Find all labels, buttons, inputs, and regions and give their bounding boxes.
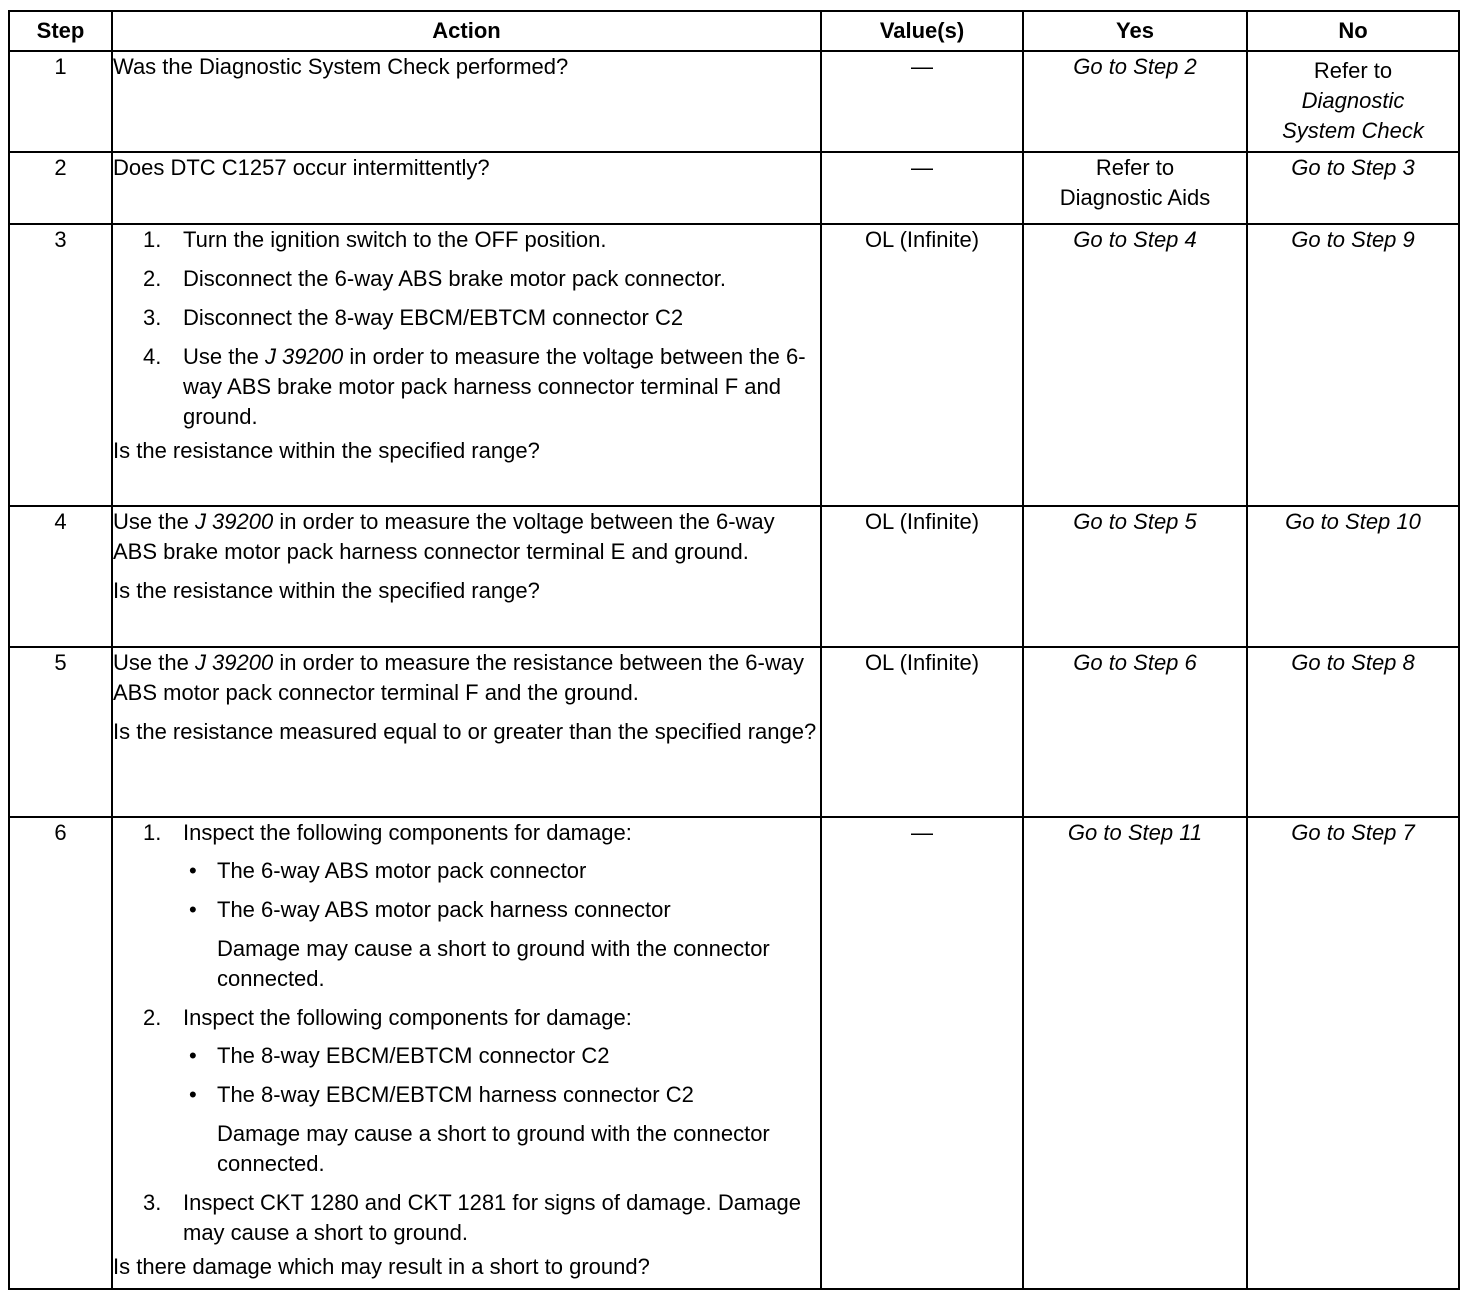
- no-cell: [1247, 817, 1459, 1289]
- no-link[interactable]: Diagnostic: [1301, 88, 1405, 113]
- action-question: Is the resistance within the specified range?: [113, 438, 540, 463]
- action-cell: [112, 152, 821, 224]
- action-text-post: in order to measure the resistance between the 6-way ABS motor pack connector terminal F and the ground.: [113, 650, 804, 705]
- item-text: Use the: [183, 344, 265, 369]
- item-text: Disconnect the 6-way ABS brake motor pack connector.: [183, 266, 726, 291]
- item-number: 3.: [143, 1190, 162, 1215]
- action-cell: [112, 817, 821, 1289]
- step-number: 4: [9, 506, 112, 647]
- item-number: 1.: [143, 820, 162, 845]
- step-number: 3: [9, 224, 112, 506]
- instruction-item: [113, 303, 820, 333]
- yes-cell: [1023, 51, 1247, 152]
- header-action: Action: [112, 11, 821, 51]
- step-number: 2: [9, 152, 112, 224]
- no-link[interactable]: System Check: [1282, 118, 1424, 143]
- item-text: Inspect the following components for damage:: [183, 1005, 632, 1030]
- list-item: [183, 1041, 820, 1071]
- yes-link[interactable]: Go to Step 5: [1073, 509, 1197, 534]
- no-cell: [1247, 152, 1459, 224]
- step-number: 5: [9, 647, 112, 817]
- header-yes: Yes: [1023, 11, 1247, 51]
- yes-text: Refer to: [1095, 155, 1175, 180]
- instruction-item: [113, 1003, 820, 1179]
- bullet-icon: •: [189, 897, 197, 922]
- table-row: [9, 224, 1459, 506]
- yes-cell: [1023, 224, 1247, 506]
- value-text: —: [911, 155, 933, 180]
- action-cell: [112, 647, 821, 817]
- damage-note: Damage may cause a short to ground with the connector connected.: [217, 936, 770, 991]
- header-row: [9, 11, 1459, 51]
- no-text: Refer to: [1313, 58, 1393, 83]
- action-text-pre: Use the: [113, 509, 195, 534]
- action-text-pre: Use the: [113, 650, 195, 675]
- yes-cell: [1023, 647, 1247, 817]
- instruction-item: [113, 264, 820, 294]
- value-text: OL (Infinite): [864, 509, 980, 534]
- item-number: 4.: [143, 344, 162, 369]
- list-item-text: The 8-way EBCM/EBTCM harness connector C2: [217, 1082, 694, 1107]
- table-row: [9, 506, 1459, 647]
- instruction-list: [113, 225, 820, 432]
- item-text: Disconnect the 8-way EBCM/EBTCM connector C2: [183, 305, 684, 330]
- instruction-item: [113, 818, 820, 994]
- value-text: —: [911, 54, 933, 79]
- value-text: OL (Infinite): [864, 227, 980, 252]
- yes-link[interactable]: Go to Step 11: [1067, 820, 1203, 845]
- no-cell: [1247, 51, 1459, 152]
- value-cell: [821, 647, 1023, 817]
- item-text: Turn the ignition switch to the OFF position.: [183, 227, 607, 252]
- action-question: Was the Diagnostic System Check performed?: [113, 54, 569, 79]
- yes-link[interactable]: Diagnostic Aids: [1059, 185, 1211, 210]
- no-cell: [1247, 647, 1459, 817]
- bullet-icon: •: [189, 858, 197, 883]
- action-text-post: in order to measure the voltage between the 6-way ABS brake motor pack harness connector terminal E and ground.: [113, 509, 775, 564]
- yes-link[interactable]: Go to Step 6: [1073, 650, 1197, 675]
- value-cell: [821, 817, 1023, 1289]
- list-item: [183, 856, 820, 886]
- item-text: in order to measure the voltage between the 6-way ABS brake motor pack harness connector terminal F and ground.: [183, 344, 806, 429]
- step-number: 1: [9, 51, 112, 152]
- value-cell: [821, 506, 1023, 647]
- yes-cell: [1023, 817, 1247, 1289]
- tool-name: J 39200: [194, 650, 274, 675]
- value-cell: [821, 51, 1023, 152]
- no-cell: [1247, 224, 1459, 506]
- action-cell: [112, 224, 821, 506]
- yes-cell: [1023, 506, 1247, 647]
- no-link[interactable]: Go to Step 8: [1291, 650, 1415, 675]
- no-link[interactable]: Go to Step 7: [1291, 820, 1415, 845]
- action-question: Is the resistance measured equal to or greater than the specified range?: [113, 719, 817, 744]
- action-question: Is the resistance within the specified range?: [113, 578, 540, 603]
- table-row: [9, 817, 1459, 1289]
- no-link[interactable]: Go to Step 3: [1291, 155, 1415, 180]
- table-row: [9, 51, 1459, 152]
- value-text: OL (Infinite): [864, 650, 980, 675]
- instruction-item: [113, 225, 820, 255]
- action-text: [113, 648, 820, 708]
- item-number: 1.: [143, 227, 162, 252]
- yes-link[interactable]: Go to Step 2: [1073, 54, 1197, 79]
- instruction-item: [113, 1188, 820, 1248]
- action-cell: [112, 506, 821, 647]
- no-cell: [1247, 506, 1459, 647]
- instruction-list: [113, 818, 820, 1248]
- yes-link[interactable]: Go to Step 4: [1073, 227, 1197, 252]
- value-text: —: [911, 820, 933, 845]
- value-cell: [821, 224, 1023, 506]
- action-cell: [112, 51, 821, 152]
- item-number: 2.: [143, 266, 162, 291]
- table-row: [9, 152, 1459, 224]
- damage-note: Damage may cause a short to ground with the connector connected.: [217, 1121, 770, 1176]
- bullet-icon: •: [189, 1043, 197, 1068]
- list-item: [183, 1080, 820, 1110]
- value-cell: [821, 152, 1023, 224]
- action-text: [113, 507, 820, 567]
- header-step: Step: [9, 11, 112, 51]
- component-list: [183, 856, 820, 925]
- table-row: [9, 647, 1459, 817]
- item-number: 2.: [143, 1005, 162, 1030]
- component-list: [183, 1041, 820, 1110]
- bullet-icon: •: [189, 1082, 197, 1107]
- no-link[interactable]: Go to Step 9: [1291, 227, 1415, 252]
- item-text: Inspect CKT 1280 and CKT 1281 for signs of damage. Damage may cause a short to ground.: [183, 1190, 801, 1245]
- header-no: No: [1247, 11, 1459, 51]
- step-number: 6: [9, 817, 112, 1289]
- item-number: 3.: [143, 305, 162, 330]
- item-text: Inspect the following components for damage:: [183, 820, 632, 845]
- instruction-item: [113, 342, 820, 432]
- action-question: Is there damage which may result in a short to ground?: [113, 1254, 650, 1279]
- tool-name: J 39200: [264, 344, 344, 369]
- yes-cell: [1023, 152, 1247, 224]
- no-link[interactable]: Go to Step 10: [1285, 509, 1421, 534]
- header-values: Value(s): [821, 11, 1023, 51]
- list-item: [183, 895, 820, 925]
- action-question: Does DTC C1257 occur intermittently?: [113, 155, 490, 180]
- list-item-text: The 6-way ABS motor pack harness connector: [217, 897, 671, 922]
- diagnostic-table: [8, 10, 1460, 1290]
- diagnostic-table-container: [8, 10, 1460, 1290]
- tool-name: J 39200: [194, 509, 274, 534]
- list-item-text: The 8-way EBCM/EBTCM connector C2: [217, 1043, 610, 1068]
- list-item-text: The 6-way ABS motor pack connector: [217, 858, 587, 883]
